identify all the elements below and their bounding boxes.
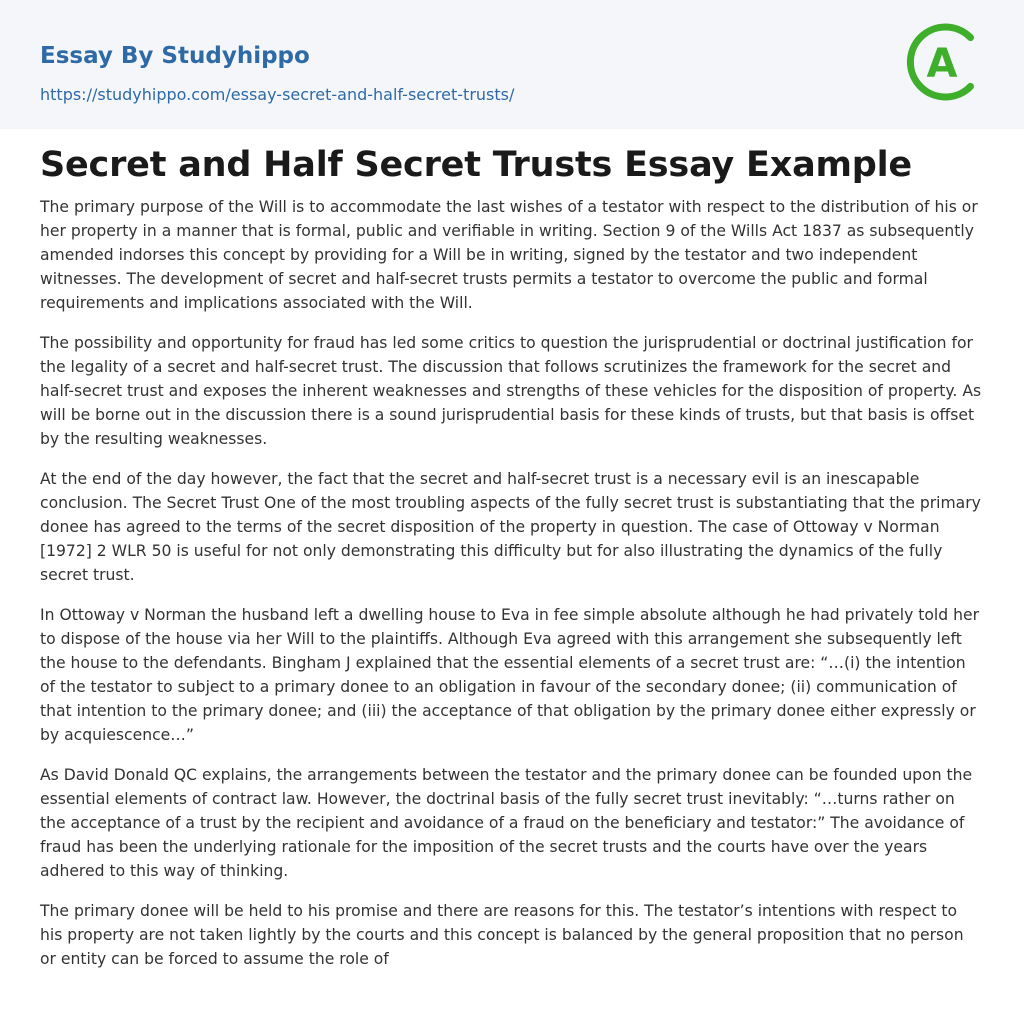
source-url-link[interactable]: https://studyhippo.com/essay-secret-and-half-secret-trusts/ [40, 85, 515, 104]
logo-letter: A [926, 41, 958, 87]
brand-name[interactable]: Essay By Studyhippo [40, 43, 310, 69]
paragraph: In Ottoway v Norman the husband left a dwelling house to Eva in fee simple absolute although he had privately told her to dispose of the house via her Will to the plaintiffs. Although Eva agreed with this arrangement she subsequently left the house to the defendants. Bingham J explained that the essential elements of a secret trust are: “…(i) the intention of the testator to subject to a primary donee to an obligation in favour of the secondary donee; (ii) communication of that intention to the primary donee; and (iii) the acceptance of that obligation by the primary donee either expressly or by acquiescence…” [40, 606, 980, 744]
studyhippo-logo-icon[interactable] [900, 20, 984, 104]
paragraph: At the end of the day however, the fact that the secret and half-secret trust is a necessary evil is an inescapable conclusion. The Secret Trust One of the most troubling aspects of the fully secret trust is substantiating that the primary donee has agreed to the terms of the secret disposition of the property in question. The case of Ottoway v Norman [1972] 2 WLR 50 is useful for not only demonstrating this difficulty but for also illustrating the dynamics of the fully secret trust. [40, 470, 981, 584]
article-body [0, 129, 1024, 971]
paragraph: The possibility and opportunity for fraud has led some critics to question the jurisprudential or doctrinal justification for the legality of a secret and half-secret trust. The discussion that follows scrutinizes the framework for the secret and half-secret trust and exposes the inherent weaknesses and strengths of these vehicles for the disposition of property. As will be borne out in the discussion there is a sound jurisprudential basis for these kinds of trusts, but that basis is offset by the resulting weaknesses. [40, 334, 982, 448]
page-title: Secret and Half Secret Trusts Essay Example [40, 145, 912, 185]
paragraph: As David Donald QC explains, the arrangements between the testator and the primary donee can be founded upon the essential elements of contract law. However, the doctrinal basis of the fully secret trust inevitably: “…turns rather on the acceptance of a trust by the recipient and avoidance of a fraud on the beneficiary and testator:” The avoidance of fraud has been the underlying rationale for the imposition of the secret trusts and the courts have over the years adhered to this way of thinking. [40, 766, 973, 880]
site-header [0, 0, 1024, 129]
paragraph: The primary donee will be held to his promise and there are reasons for this. The testator’s intentions with respect to his property are not taken lightly by the courts and this concept is balanced by the general proposition that no person or entity can be forced to assume the role of [40, 902, 964, 968]
paragraph: The primary purpose of the Will is to accommodate the last wishes of a testator with respect to the distribution of his or her property in a manner that is formal, public and verifiable in writing. Section 9 of the Wills Act 1837 as subsequently amended indorses this concept by providing for a Will be in writing, signed by the testator and two independent witnesses. The development of secret and half-secret trusts permits a testator to overcome the public and formal requirements and implications associated with the Will. [40, 198, 978, 312]
